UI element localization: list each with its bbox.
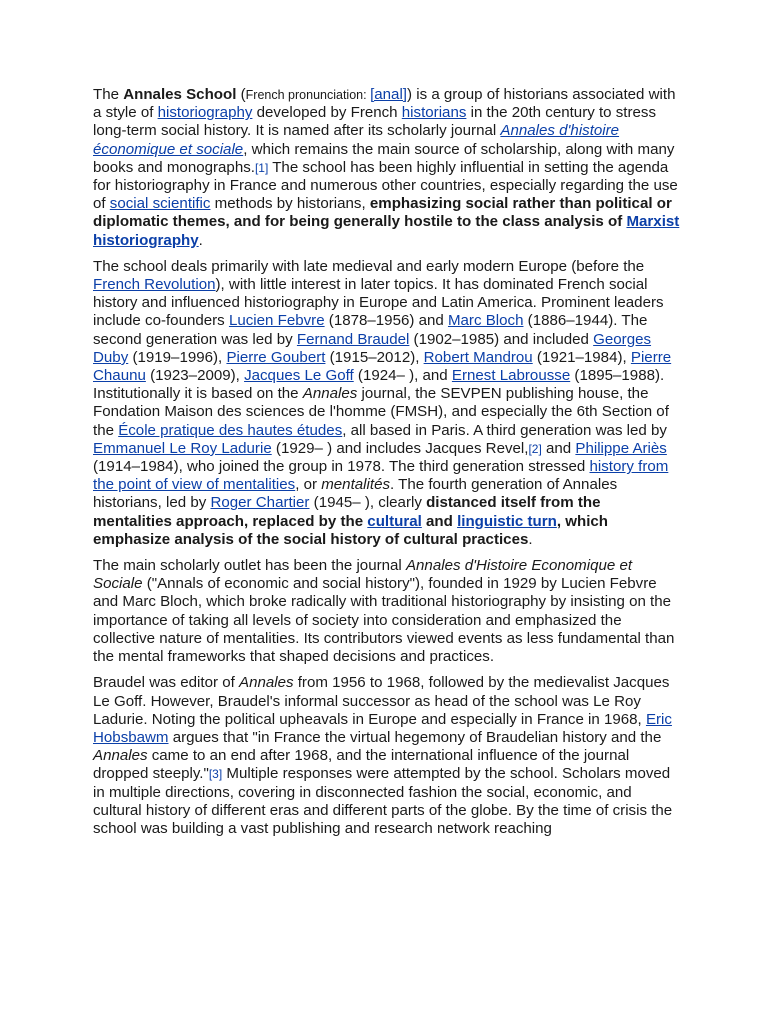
link-philippe-aries[interactable]: Philippe Ariès bbox=[575, 439, 667, 457]
link-pierre-goubert[interactable]: Pierre Goubert bbox=[226, 348, 326, 366]
text: argues that "in France the virtual hegemony of Braudelian history and the bbox=[168, 728, 662, 746]
link-ecole-pratique[interactable]: École pratique des hautes études bbox=[118, 421, 343, 439]
bold-text: distanced itself from the mentalities approach, replaced by the bbox=[93, 494, 601, 530]
bold-text: emphasizing social rather than political or diplomatic themes, and for being generally hostile to the class analysis of bbox=[93, 195, 672, 231]
paragraph-journal bbox=[93, 557, 683, 666]
link-le-roy-ladurie[interactable]: Emmanuel Le Roy Ladurie bbox=[93, 439, 272, 457]
link-lucien-febvre[interactable]: Lucien Febvre bbox=[228, 312, 325, 330]
link-pierre-chaunu[interactable]: Pierre Chaunu bbox=[93, 348, 672, 385]
paragraph-braudel bbox=[93, 674, 683, 838]
article-subject: Annales School bbox=[123, 86, 237, 103]
italic-text: mentalités bbox=[321, 476, 391, 494]
text: Braudel was editor of bbox=[93, 674, 239, 692]
text: journal, the SEVPEN publishing house, the Fondation Maison des sciences de l'homme (FMSH), and especially the 6th Section of the bbox=[93, 385, 669, 439]
link-history-of-mentalities[interactable]: history from the point of view of mentalities bbox=[93, 458, 669, 494]
text: The bbox=[93, 86, 124, 103]
text: . The fourth generation of Annales historians, led by bbox=[93, 476, 618, 512]
italic-text: Annales bbox=[239, 674, 294, 692]
reference-link-1[interactable]: [1] bbox=[254, 160, 269, 175]
text: Multiple responses were attempted by the school. Scholars moved in multiple directions, covering in disconnected fashion the social, economic, and cultural history of different eras and different parts of the globe. By the time of crisis the school was building a vast publishing and research network reaching bbox=[93, 765, 673, 837]
text: (1921–1984), bbox=[532, 348, 631, 366]
text: , all based in Paris. A third generation was led by bbox=[342, 421, 667, 439]
text: . bbox=[528, 530, 533, 548]
text: (1919–1996), bbox=[128, 348, 227, 366]
article-body bbox=[93, 86, 683, 846]
text: (1878–1956) and bbox=[324, 312, 448, 330]
pronunciation-label: French pronunciation: bbox=[245, 88, 371, 102]
link-french-revolution[interactable]: French Revolution bbox=[93, 276, 216, 294]
bold-text: and bbox=[421, 512, 458, 530]
link-marc-bloch[interactable]: Marc Bloch bbox=[447, 312, 524, 330]
text: and bbox=[541, 439, 576, 457]
text: (1915–2012), bbox=[325, 348, 424, 366]
text: The school has been highly influential in setting the agenda for historiography in France and numerous other countries, especially regarding the use of bbox=[93, 158, 678, 213]
italic-journal-title: Annales d'Histoire Economique et Sociale bbox=[93, 557, 633, 593]
link-jacques-le-goff[interactable]: Jacques Le Goff bbox=[244, 367, 354, 385]
link-robert-mandrou[interactable]: Robert Mandrou bbox=[423, 348, 533, 366]
text: (1886–1944). The second generation was led by bbox=[93, 312, 648, 348]
link-roger-chartier[interactable]: Roger Chartier bbox=[210, 494, 310, 512]
text: The main scholarly outlet has been the journal bbox=[93, 557, 406, 575]
link-eric-hobsbawm[interactable]: Eric Hobsbawm bbox=[93, 710, 672, 746]
text: , or bbox=[295, 476, 322, 494]
link-fernand-braudel[interactable]: Fernand Braudel bbox=[296, 330, 410, 348]
text: came to an end after 1968, and the international influence of the journal dropped steeply." bbox=[93, 747, 630, 783]
reference-link-3[interactable]: [3] bbox=[208, 767, 223, 782]
text: ( bbox=[236, 86, 246, 103]
reference-link-2[interactable]: [2] bbox=[528, 441, 542, 456]
text: (1895–1988). Institutionally it is based on the bbox=[93, 367, 665, 403]
text: (1924– ), and bbox=[353, 367, 452, 385]
link-annales-journal[interactable]: Annales d'histoire économique et sociale bbox=[93, 122, 620, 158]
text: developed by French bbox=[252, 104, 402, 122]
text: ("Annals of economic and social history"), founded in 1929 by Lucien Febvre and Marc Bloch, which broke radically with traditional historiography by insisting on the importance of taking all levels of society into consideration and emphasized the collective nature of mentalities. Its contributors viewed events as less fundamental than the mental frameworks that shaped decisions and practices. bbox=[93, 575, 675, 666]
paragraph-intro bbox=[93, 86, 683, 250]
text: methods by historians, bbox=[210, 195, 370, 213]
text: (1929– ) and includes Jacques Revel, bbox=[271, 439, 529, 457]
text: . bbox=[198, 231, 203, 249]
text: in the 20th century to stress long-term social history. It is named after its scholarly journal bbox=[93, 104, 656, 140]
link-social-scientific[interactable]: social scientific bbox=[109, 195, 211, 213]
paragraph-generations bbox=[93, 258, 683, 549]
link-marxist-historiography[interactable]: Marxist historiography bbox=[93, 213, 680, 249]
text: (1923–2009), bbox=[145, 367, 245, 385]
text: The school deals primarily with late medieval and early modern Europe (before the bbox=[93, 257, 645, 275]
link-georges-duby[interactable]: Georges Duby bbox=[93, 330, 652, 366]
text: ) is a group of historians associated with a style of bbox=[93, 86, 676, 122]
text: from 1956 to 1968, followed by the medievalist Jacques Le Goff. However, Braudel's informal successor as head of the school was Le Roy Ladurie. Noting the political upheavals in Europe and especially in France in 1968, bbox=[93, 674, 670, 728]
text: (1902–1985) and included bbox=[409, 330, 594, 348]
text: (1945– ), clearly bbox=[309, 494, 427, 512]
italic-text: Annales bbox=[93, 747, 148, 765]
text: ), with little interest in later topics. It has dominated French social history and influenced historiography in Europe and Latin America. Prominent leaders include co-founders bbox=[93, 276, 664, 330]
bold-text: , which emphasize analysis of the social history of cultural practices bbox=[93, 512, 609, 548]
link-ernest-labrousse[interactable]: Ernest Labrousse bbox=[451, 367, 571, 385]
link-historiography[interactable]: historiography bbox=[157, 104, 253, 122]
text: (1914–1984), who joined the group in 1978. The third generation stressed bbox=[93, 458, 590, 476]
link-pronunciation[interactable]: [anal] bbox=[370, 86, 407, 103]
link-cultural-turn[interactable]: cultural bbox=[367, 512, 422, 530]
text: , which remains the main source of scholarship, along with many books and monographs. bbox=[93, 140, 675, 176]
link-historians[interactable]: historians bbox=[401, 104, 467, 122]
italic-text: Annales bbox=[302, 385, 358, 403]
link-linguistic-turn[interactable]: linguistic turn bbox=[457, 512, 557, 530]
